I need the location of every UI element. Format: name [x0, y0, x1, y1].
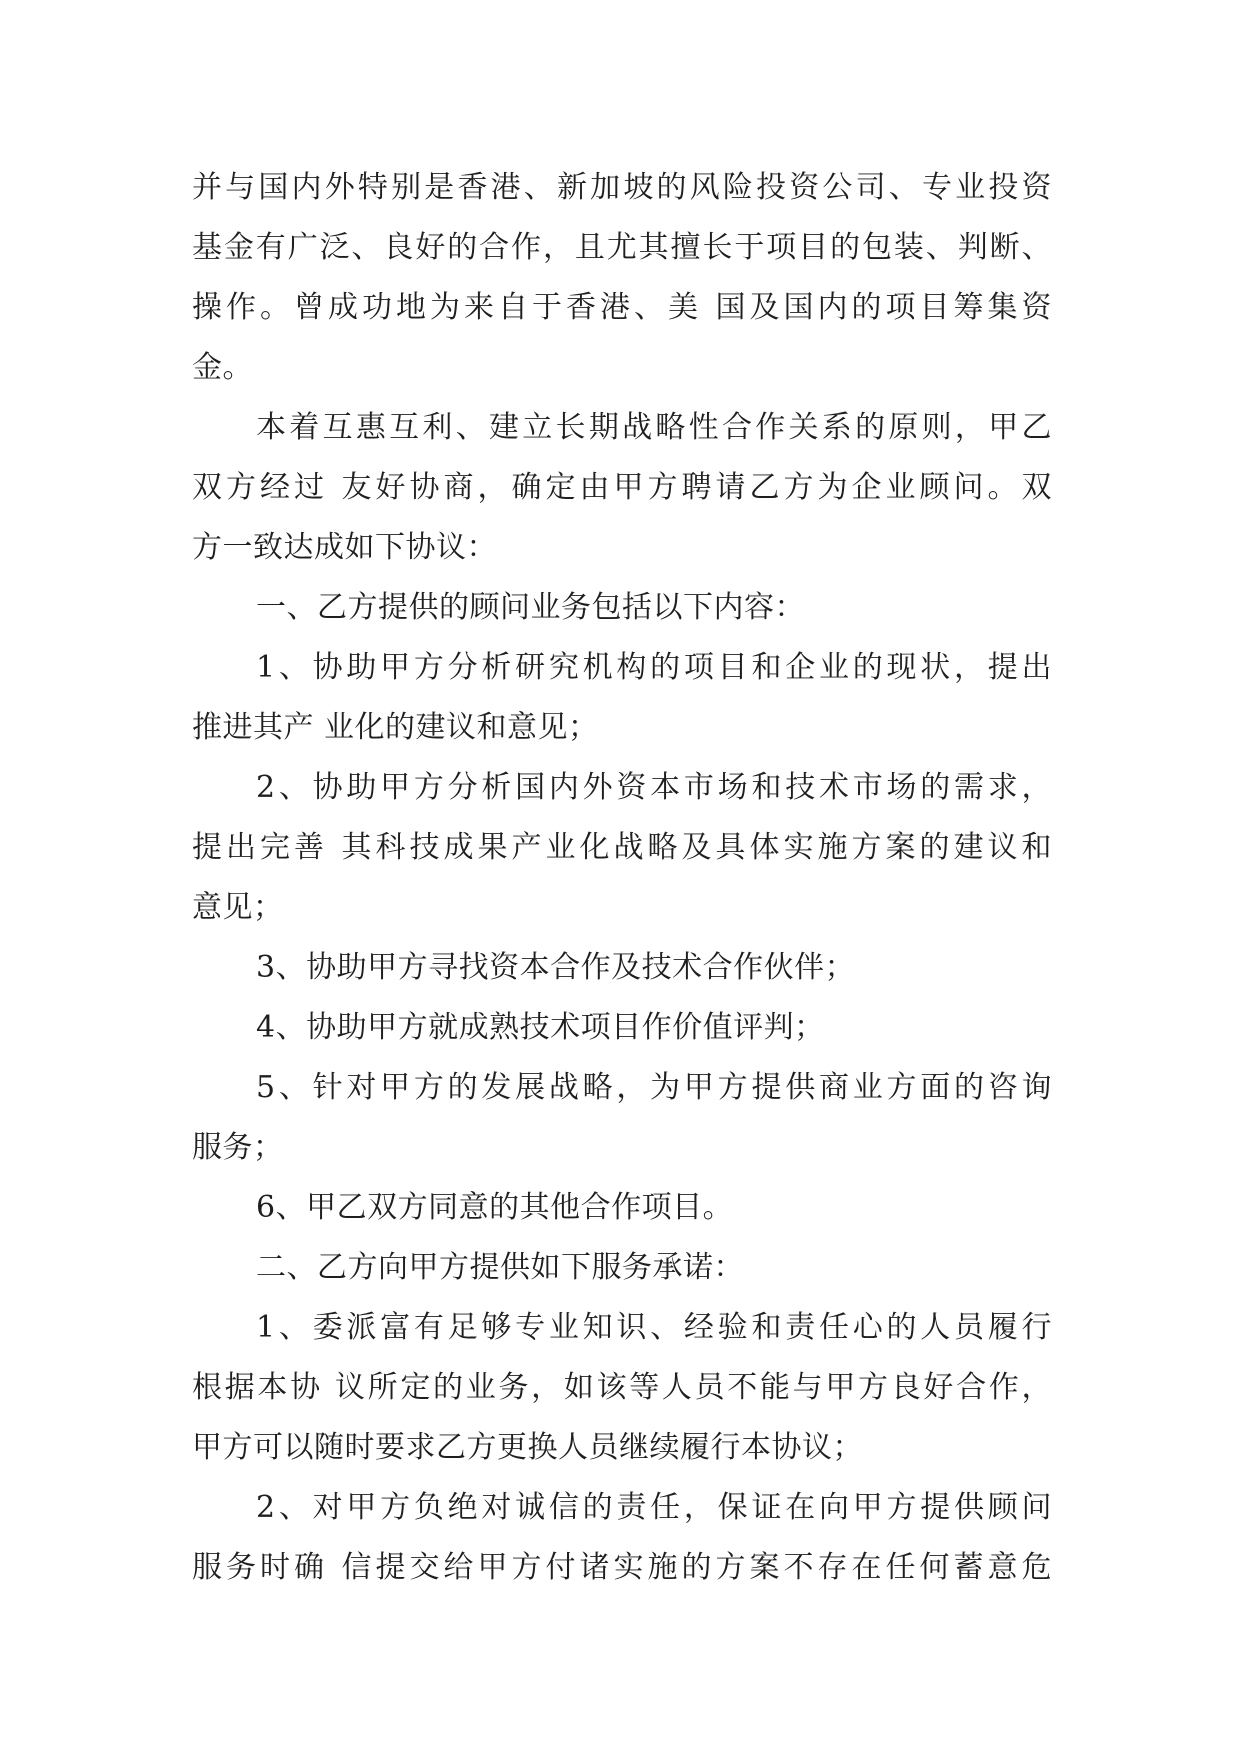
section-heading: 一、乙方提供的顾问业务包括以下内容： [256, 590, 805, 625]
text-line: 4、协助甲方就成熟技术项目作价值评判； [256, 1010, 825, 1045]
section-heading: 二、乙方向甲方提供如下服务承诺： [256, 1250, 744, 1285]
text-line: 金。 [192, 350, 253, 385]
text-line: 服务时确 信提交给甲方付诸实施的方案不存在任何蓄意危 [192, 1550, 1052, 1585]
text-line: 5、针对甲方的发展战略，为甲方提供商业方面的咨询 [256, 1070, 1052, 1105]
document-body [192, 158, 1052, 1598]
text-line: 方一致达成如下协议： [192, 530, 497, 565]
text-line: 操作。曾成功地为来自于香港、美 国及国内的项目筹集资 [192, 290, 1052, 325]
text-line: 推进其产 业化的建议和意见； [192, 710, 599, 745]
text-line: 2、对甲方负绝对诚信的责任，保证在向甲方提供顾问 [256, 1490, 1052, 1525]
text-line: 6、甲乙双方同意的其他合作项目。 [256, 1190, 734, 1225]
text-line: 1、委派富有足够专业知识、经验和责任心的人员履行 [256, 1310, 1052, 1345]
text-line: 服务； [192, 1130, 284, 1165]
text-line: 基金有广泛、良好的合作，且尤其擅长于项目的包装、判断、 [192, 230, 1052, 265]
text-line: 1、协助甲方分析研究机构的项目和企业的现状，提出 [256, 650, 1052, 685]
text-line: 2、协助甲方分析国内外资本市场和技术市场的需求， [256, 770, 1052, 805]
text-line: 提出完善 其科技成果产业化战略及具体实施方案的建议和 [192, 830, 1052, 865]
text-line: 甲方可以随时要求乙方更换人员继续履行本协议； [192, 1430, 863, 1465]
text-line: 双方经过 友好协商，确定由甲方聘请乙方为企业顾问。双 [192, 470, 1052, 505]
text-line: 3、协助甲方寻找资本合作及技术合作伙伴； [256, 950, 856, 985]
text-line: 本着互惠互利、建立长期战略性合作关系的原则，甲乙 [256, 410, 1052, 445]
text-line: 根据本协 议所定的业务，如该等人员不能与甲方良好合作， [192, 1370, 1052, 1405]
text-line: 意见； [192, 890, 284, 925]
text-line: 并与国内外特别是香港、新加坡的风险投资公司、专业投资 [192, 170, 1052, 205]
